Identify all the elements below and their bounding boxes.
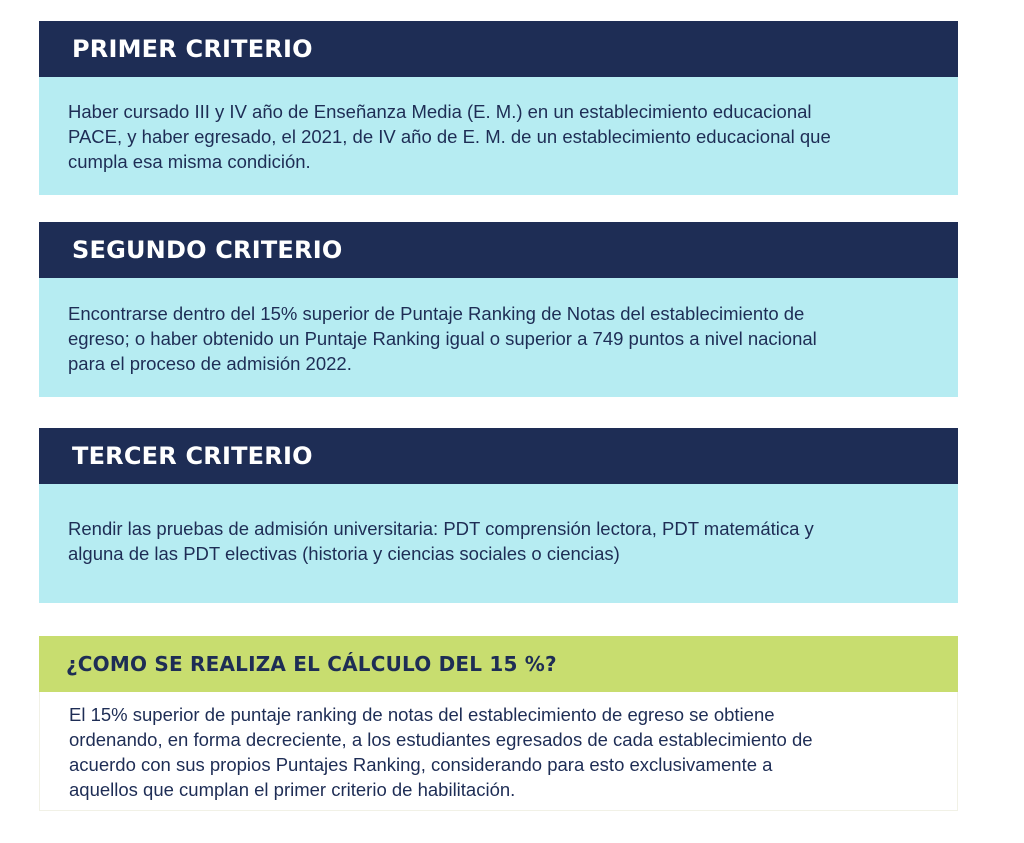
calculation-description [39,692,958,811]
criterion-title: PRIMER CRITERIO [39,21,958,77]
criterion-description [39,77,958,195]
calculation-card [39,636,958,811]
description-line: ordenando, en forma decreciente, a los estudiantes egresados de cada establecimiento de [69,729,813,750]
criterion-title: SEGUNDO CRITERIO [39,222,958,278]
criterion-card-primer [39,21,958,195]
description-line: PACE, y haber egresado, el 2021, de IV año de E. M. de un establecimiento educacional que [68,126,831,147]
description-line: acuerdo con sus propios Puntajes Ranking, considerando para esto exclusivamente a [69,754,773,775]
criterion-description [39,278,958,397]
description-line: Haber cursado III y IV año de Enseñanza Media (E. M.) en un establecimiento educacional [68,101,812,122]
description-line: egreso; o haber obtenido un Puntaje Ranking igual o superior a 749 puntos a nivel nacional [68,328,817,349]
criterion-card-segundo [39,222,958,397]
description-line: Encontrarse dentro del 15% superior de Puntaje Ranking de Notas del establecimiento de [68,303,805,324]
criterion-description [39,484,958,603]
description-line: Rendir las pruebas de admisión universitaria: PDT comprensión lectora, PDT matemática y [68,518,814,539]
calculation-title: ¿COMO SE REALIZA EL CÁLCULO DEL 15 %? [39,636,958,692]
description-line: alguna de las PDT electivas (historia y ciencias sociales o ciencias) [68,543,620,564]
description-line: cumpla esa misma condición. [68,151,311,172]
description-line: aquellos que cumplan el primer criterio de habilitación. [69,779,516,800]
criterion-title: TERCER CRITERIO [39,428,958,484]
description-line: El 15% superior de puntaje ranking de notas del establecimiento de egreso se obtiene [69,704,775,725]
criterion-card-tercer [39,428,958,603]
description-line: para el proceso de admisión 2022. [68,353,352,374]
